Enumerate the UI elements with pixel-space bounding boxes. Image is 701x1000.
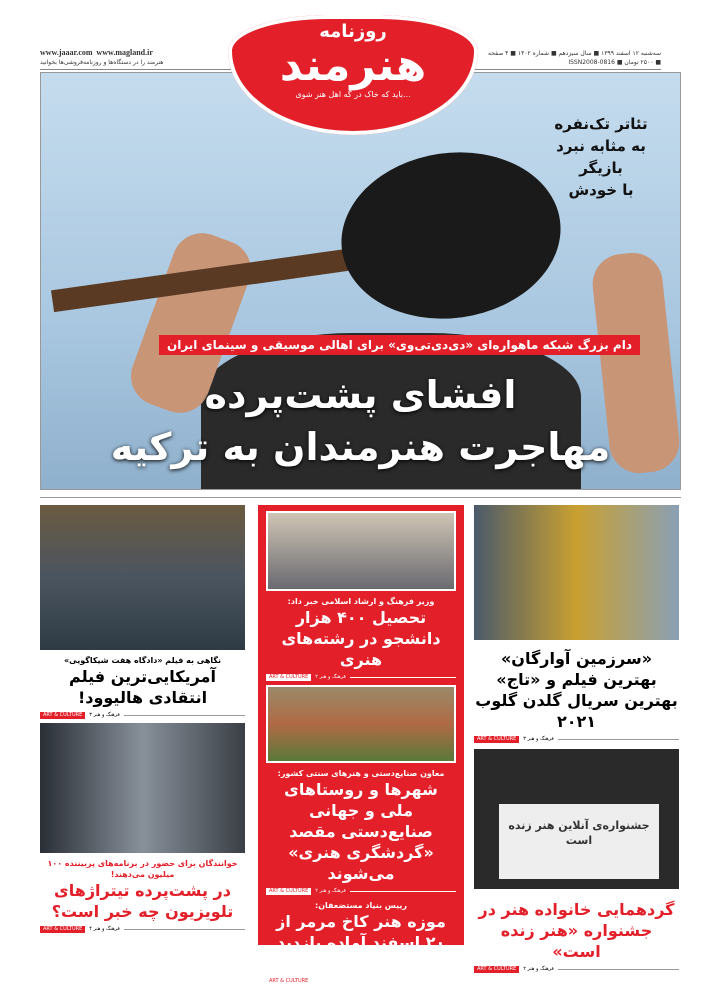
story-chicago-7[interactable]: نگاهی به فیلم «دادگاه هفت شیکاگویی» آمریکایی‌ترین فیلم انتقادی هالیوود! ART & CULTURE فرهنگ و هنر ۳ [40,505,245,719]
divider [40,497,681,498]
right-column [474,505,679,977]
hero-headline[interactable]: افشای پشت‌پرده مهاجرت هنرمندان به ترکیه [110,373,611,469]
newspaper-logo: روزنامه هنرمند ...باید که خاک در گه اهل هنر شوی [228,15,478,135]
website-link[interactable]: www.jaaar.com [40,48,93,57]
left-column [40,505,245,937]
festival-sign: جشنواره‌ی آنلاین هنر زنده است [499,804,659,879]
story-photo [40,505,245,650]
story-art-festival[interactable]: جشنواره‌ی آنلاین هنر زنده است گردهمایی خانواده هنر در جشنواره «هنر زنده است» ART & CULTURE فرهنگ و هنر ۲ [474,749,679,973]
story-photo [266,685,456,763]
story-photo-microphone [40,723,245,853]
story-photo [474,505,679,640]
story-handicrafts[interactable]: معاون صنایع‌دستی و هنرهای سنتی کشور: شهرها و روستاهای ملی و جهانی صنایع‌دستی مقصد «گردشگری هنری» می‌شوند ART & CULTURE فرهنگ و هنر ۲ [266,685,456,895]
masthead-links [40,48,222,67]
reading-note: هنرمند را در دستگاه‌ها و روزنامه‌فروشی‌ها بخوانید [40,59,164,66]
issue-info: سه‌شنبه ۱۲ اسفند ۱۳۹۹ ■ سال سیزدهم ■ شماره ۱۴۰۲ ■ ۴ صفحه ■ ۲۵۰۰ تومان ■ ISSN2008-0816 [488,50,661,66]
middle-column [258,505,464,984]
story-photo [474,749,679,889]
side-headline[interactable]: تئاتر تک‌نفره به مثابه نبرد بازیگر با خودش [554,115,648,199]
story-photo [266,511,456,591]
story-tv-credits[interactable]: خوانندگان برای حضور در برنامه‌های پربیننده ۱۰۰ میلیون می‌دهند! در پشت‌پرده تیتراژهای تلویزیون چه خبر است؟ ART & CULTURE فرهنگ و هنر ۴ [40,723,245,933]
story-golden-globes[interactable]: «سرزمین آوارگان» بهترین فیلم و «تاج» بهترین سریال گلدن گلوب ۲۰۲۱ ART & CULTURE فرهنگ و هنر ۳ [474,505,679,743]
story-students[interactable]: وزیر فرهنگ و ارشاد اسلامی خبر داد: تحصیل ۴۰۰ هزار دانشجو در رشته‌های هنری ART & CULTURE فرهنگ و هنر ۲ [266,511,456,681]
website-link[interactable]: www.magland.ir [96,48,153,57]
hero-kicker: دام بزرگ شبکه ماهواره‌ای «دی‌دی‌تی‌وی» برای اهالی موسیقی و سینمای ایران [159,335,640,355]
story-marble-palace[interactable]: رییس بنیاد مستضعفان: موزه هنر کاخ مرمر از ۲۰ اسفند آماده بازدید مردم می‌شود ART & CULTURE فرهنگ و هنر ۲ [266,900,456,985]
